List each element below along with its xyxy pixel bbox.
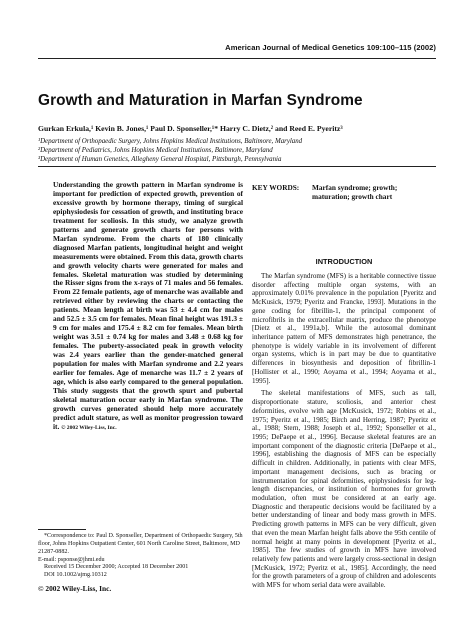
journal-header: American Journal of Medical Genetics 109:100–115 (2002): [225, 43, 436, 52]
header-rule: [38, 58, 436, 59]
email-address[interactable]: E-mail: psponse@jhmi.edu: [38, 556, 105, 563]
affiliation-rule: [38, 166, 436, 167]
affiliation-2: ²Department of Pediatrics, Johns Hopkins Medical Institutions, Baltimore, Maryland: [38, 147, 273, 154]
author-list: Gurkan Erkula,¹ Kevin B. Jones,¹ Paul D. Sponseller,¹* Harry C. Dietz,² and Reed E. Pyeritz³: [38, 124, 343, 133]
affiliation-1: ¹Department of Orthopaedic Surgery, Johns Hopkins Medical Institutions, Baltimore, Maryland: [38, 138, 303, 145]
abstract-text: Understanding the growth pattern in Marfan syndrome is important for prediction of expected growth, prevention of excessive growth by hormone therapy, timing of surgical epiphysiodesis for cessation of growth, and instituting brace treatment for scoliosis. In this study, we analyze growth patterns and generate growth charts for persons with Marfan syndrome. From the charts of 180 clinically diagnosed Marfan patients, longitudinal height and weight measurements were obtained. From this data, growth charts and growth velocity charts were generated for males and females. Skeletal maturation was studied by determining the Risser signs from the x-rays of 71 males and 56 females. From 22 female patients, age of menarche was available and retrieved either by reviewing the charts or contacting the patients. Mean length at birth was 53 ± 4.4 cm for males and 52.5 ± 3.5 cm for females. Mean final height was 191.3 ± 9 cm for males and 175.4 ± 8.2 cm for females. Mean birth weight was 3.51 ± 0.74 kg for males and 3.48 ± 0.68 kg for females. The puberty-associated peak in growth velocity was 2.4 years earlier than the gender-matched general population for males with Marfan syndrome and 2.2 years earlier for females. Age of menarche was 11.7 ± 2 years of age, which is also early compared to the general population. This study suggests that the growth spurt and pubertal skeletal maturation occur early in Marfan syndrome. The growth curves generated should help more accurately predict adult stature, as well as monitor progression toward it.: [53, 180, 243, 431]
introduction-paragraph: The Marfan syndrome (MFS) is a heritable connective tissue disorder affecting multiple organ systems, with an approximately 0.01% prevalence in the population [Pyeritz and McKusick, 1979; Pyeritz and Francke, 1993]. Mutations in the gene coding for fibrillin-1, the principal component of microfibrils in the extracellular matrix, produce the phenotype [Dietz et al., 1991a,b]. While the autosomal dominant inheritance pattern of MFS demonstrates high penetrance, the phenotype is widely variable in its involvement of different organ systems, which is in part may be due to quantitative differences in biosynthesis and deposition of fibrillin-1 [Hollister et al., 1990; Aoyama et al., 1994; Aoyama et al., 1995].: [252, 272, 436, 385]
keywords: [252, 183, 436, 201]
keywords-text: Marfan syndrome; growth; maturation; growth chart: [312, 183, 398, 202]
affiliation-3: ³Department of Human Genetics, Allegheny General Hospital, Pittsburgh, Pennsylvania: [38, 156, 282, 163]
copyright-line: © 2002 Wiley-Liss, Inc.: [38, 584, 112, 593]
introduction-body: [252, 272, 436, 594]
article-title: Growth and Maturation in Marfan Syndrome: [38, 92, 363, 109]
abstract: [53, 181, 243, 433]
keywords-label: KEY WORDS:: [252, 183, 300, 192]
introduction-heading: INTRODUCTION: [315, 257, 373, 266]
abstract-copyright: © 2002 Wiley-Liss, Inc.: [61, 424, 117, 431]
received-dates: Received 15 December 2000; Accepted 18 December 2001: [44, 564, 189, 571]
introduction-paragraph: The skeletal manifestations of MFS, such as tall, disproportionate stature, scoliosis, and anterior chest deformities, evolve with age [McKusick, 1972; Robins et al., 1975; Pyeritz et al., 1985; Birch and Herring, 1987; Pyeritz et al., 1988; Stern, 1988; Joseph et al., 1992; Sponseller et al., 1995; DePaepe et al., 1996]. Because skeletal features are an important component of the diagnostic criteria [DePaepe et al., 1996], establishing the diagnosis of MFS can be especially difficult in children. Additionally, in patients with clear MFS, important management decisions, such as bracing or instrumentation for spinal deformities, epiphysiodesis for leg-length discrepancies, or institution of hormones for growth modulation, often must be considered at an early age. Diagnostic and therapeutic decisions would be facilitated by a better understanding of linear and body mass growth in MFS. Predicting growth patterns in MFS can be very difficult, given that even the mean Marfan height falls above the 95th centile of normal height at many points in development [Pyeritz et al., 1985]. The few studies of growth in MFS have involved relatively few patients and were largely cross-sectional in design [McKusick, 1972; Pyeritz et al., 1985]. Accordingly, the need for the growth parameters of a group of children and adolescents with MFS for whom serial data were available.: [252, 389, 436, 590]
correspondence-note: *Correspondence to: Paul D. Sponseller, Department of Orthopaedic Surgery, 5th floor, Johns Hopkins Outpatient Center, 601 North Caroline Street, Baltimore, MD 21287-0882.: [38, 533, 243, 555]
doi-link[interactable]: DOI 10.1002/ajmg.10312: [44, 572, 107, 579]
footnote-rule: [38, 529, 86, 530]
footnote: [38, 533, 244, 580]
